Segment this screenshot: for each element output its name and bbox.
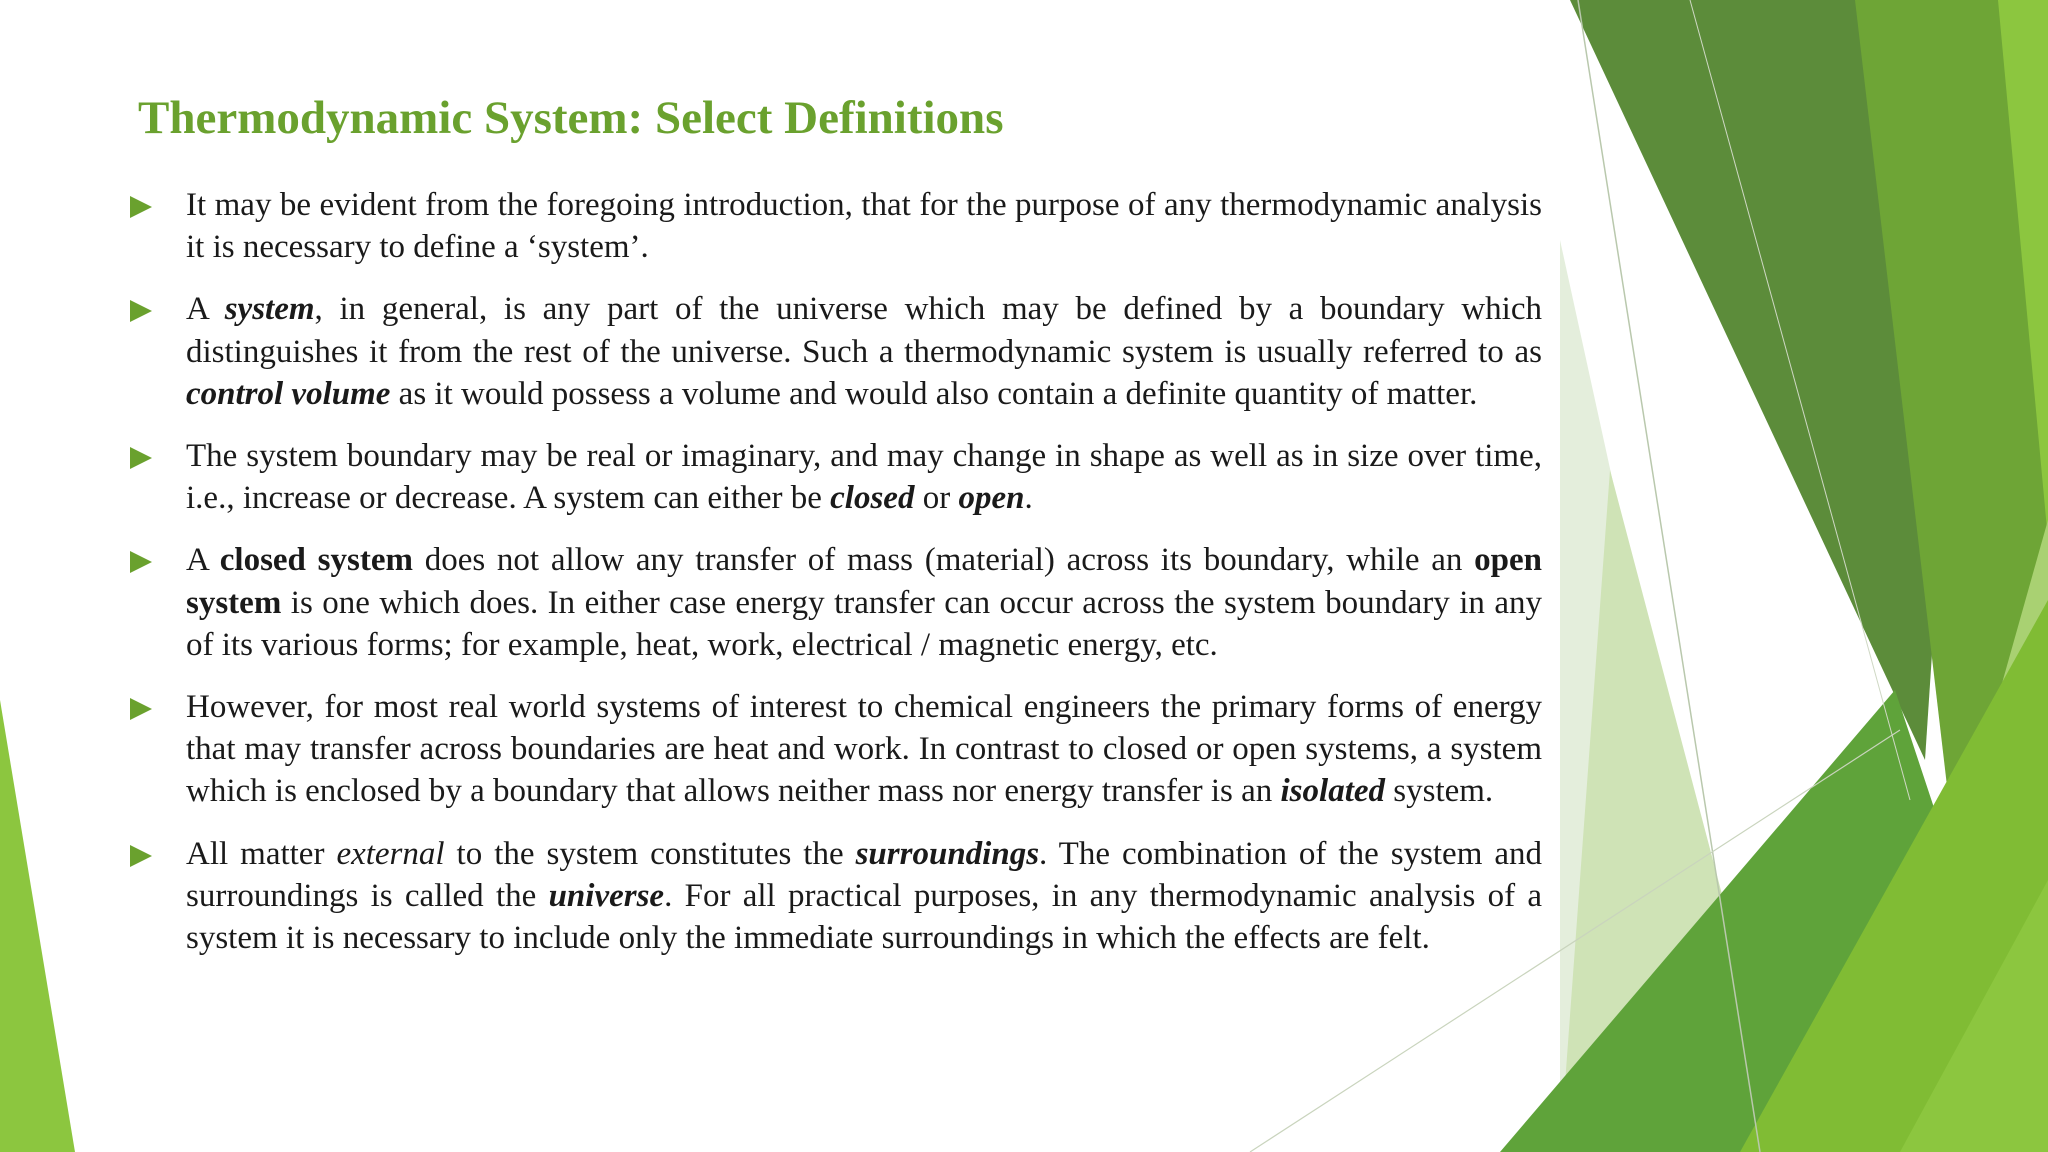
bullet-list <box>130 184 1542 979</box>
bullet-5: However, for most real world systems of interest to chemical engineers the primary forms of energy that may transfer across boundaries are heat and work. In contrast to closed or open systems, a system which is enclosed by a boundary that allows neither mass nor energy transfer is an isolated system. <box>130 686 1542 813</box>
term-universe: universe <box>548 877 665 914</box>
bullet-arrow-icon <box>130 196 152 218</box>
term-control-volume: control volume <box>186 375 391 412</box>
bullet-arrow-icon <box>130 300 152 322</box>
bullet-6: All matter external to the system constitutes the surroundings. The combination of the system and surroundings is called the universe. For all practical purposes, in any thermodynamic analysis of a system it is necessary to include only the immediate surroundings in which the effects are felt. <box>130 833 1542 960</box>
bullet-arrow-icon <box>130 447 152 469</box>
term-isolated: isolated <box>1280 773 1386 810</box>
term-external: external <box>336 835 445 872</box>
term-surroundings: surroundings <box>855 835 1040 872</box>
bullet-3: The system boundary may be real or imaginary, and may change in shape as well as in size over time, i.e., increase or decrease. A system can either be closed or open. <box>130 435 1542 519</box>
bullet-arrow-icon <box>130 845 152 867</box>
term-open: open <box>958 480 1025 517</box>
bullet-arrow-icon <box>130 551 152 573</box>
term-closed-system: closed system <box>219 542 413 579</box>
bullet-1: It may be evident from the foregoing introduction, that for the purpose of any thermodynamic analysis it is necessary to define a ‘system’. <box>130 184 1542 268</box>
bullet-arrow-icon <box>130 698 152 720</box>
bullet-4: A closed system does not allow any transfer of mass (material) across its boundary, while an open system is one which does. In either case energy transfer can occur across the system boundary in any of its various forms; for example, heat, work, electrical / magnetic energy, etc. <box>130 539 1542 666</box>
facet-left-edge <box>0 700 75 1152</box>
term-system: system <box>224 291 315 328</box>
term-open-system: open system <box>186 542 1542 621</box>
slide-title: Thermodynamic System: Select Definitions <box>138 92 1004 144</box>
bullet-2: A system, in general, is any part of the universe which may be defined by a boundary which distinguishes it from the rest of the universe. Such a thermodynamic system is usually referred to as control volume as it would possess a volume and would also contain a definite quantity of matter. <box>130 288 1542 415</box>
term-closed: closed <box>830 480 915 517</box>
